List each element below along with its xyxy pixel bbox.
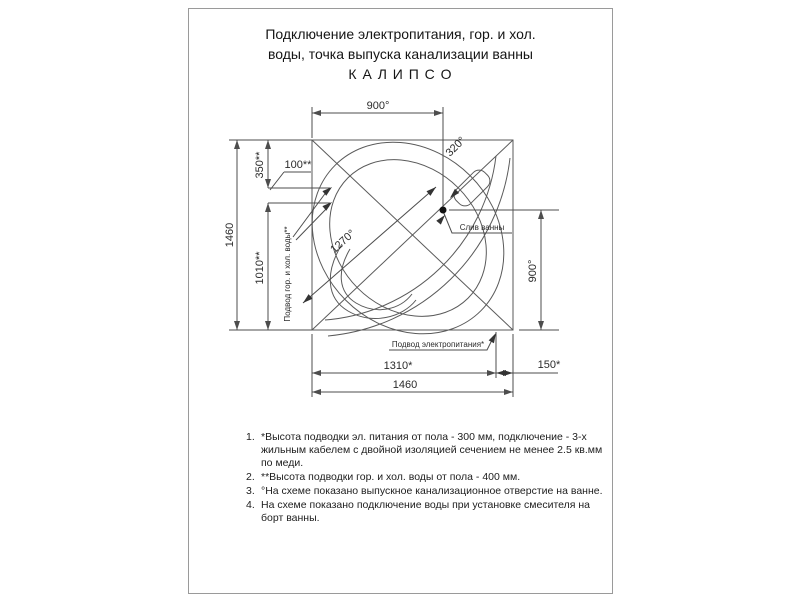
drain-point-marker	[440, 207, 447, 214]
dim-1310: 1310*	[383, 360, 413, 372]
dim-350: 350**	[254, 151, 266, 179]
note-3-text: °На схеме показано выпускное канализационное отверстие на ванне.	[261, 485, 603, 497]
title-line-2: воды, точка выпуска канализации ванны	[267, 46, 533, 62]
dim-320: 320°	[443, 134, 469, 160]
note-1	[246, 431, 604, 470]
note-1-number: 1.	[246, 431, 255, 443]
tub-bowl-inner	[298, 128, 519, 349]
dim-320-arrow	[448, 189, 459, 200]
note-4-number: 4.	[246, 499, 255, 511]
note-3	[246, 485, 604, 498]
note-3-number: 3.	[246, 485, 255, 497]
title-line-3: К А Л И П С О	[348, 66, 453, 82]
dim-1010: 1010**	[254, 251, 266, 285]
dim-left-1460: 1460	[224, 222, 236, 248]
note-2	[246, 471, 604, 484]
seat-curve-outer	[330, 244, 416, 318]
dim-150-arrow-right	[503, 370, 513, 376]
seat-curve-inner	[341, 249, 412, 310]
water-supply-label: Подвод гор. и хол. воды**	[283, 226, 292, 322]
dim-top-900: 900°	[366, 100, 390, 112]
dim-150: 150*	[537, 359, 561, 371]
tub-rim-outer	[273, 103, 543, 373]
note-2-text: **Высота подводки гор. и хол. воды от пола - 400 мм.	[261, 471, 521, 483]
power-supply-label: Подвод электропитания*	[391, 340, 485, 349]
dim-bottom-1460: 1460	[392, 379, 418, 391]
dim-1270: 1270°	[328, 227, 358, 256]
drain-label: Слив ванны	[459, 223, 505, 232]
bathtub-outline	[273, 103, 543, 373]
drain-pointer-arrow	[436, 213, 447, 225]
power-pointer-arrow	[489, 332, 499, 344]
dim-right-900: 900°	[527, 259, 539, 283]
note-4	[246, 499, 604, 525]
note-4-text: На схеме показано подключение воды при установке смесителя на борт ванны.	[261, 499, 590, 524]
headrest-outline	[451, 167, 493, 209]
note-1-text: *Высота подводки эл. питания от пола - 300 мм, подключение - 3-х жильным кабелем с двойной изоляцией сечением не менее 2.5 кв.мм по меди.	[261, 431, 603, 469]
note-2-number: 2.	[246, 471, 255, 483]
title-line-1: Подключение электропитания, гор. и хол.	[265, 26, 536, 42]
notes-list	[246, 431, 604, 526]
dim-1270-line	[303, 187, 436, 303]
dim-100: 100**	[284, 159, 312, 171]
dim-100-leader	[270, 172, 311, 190]
